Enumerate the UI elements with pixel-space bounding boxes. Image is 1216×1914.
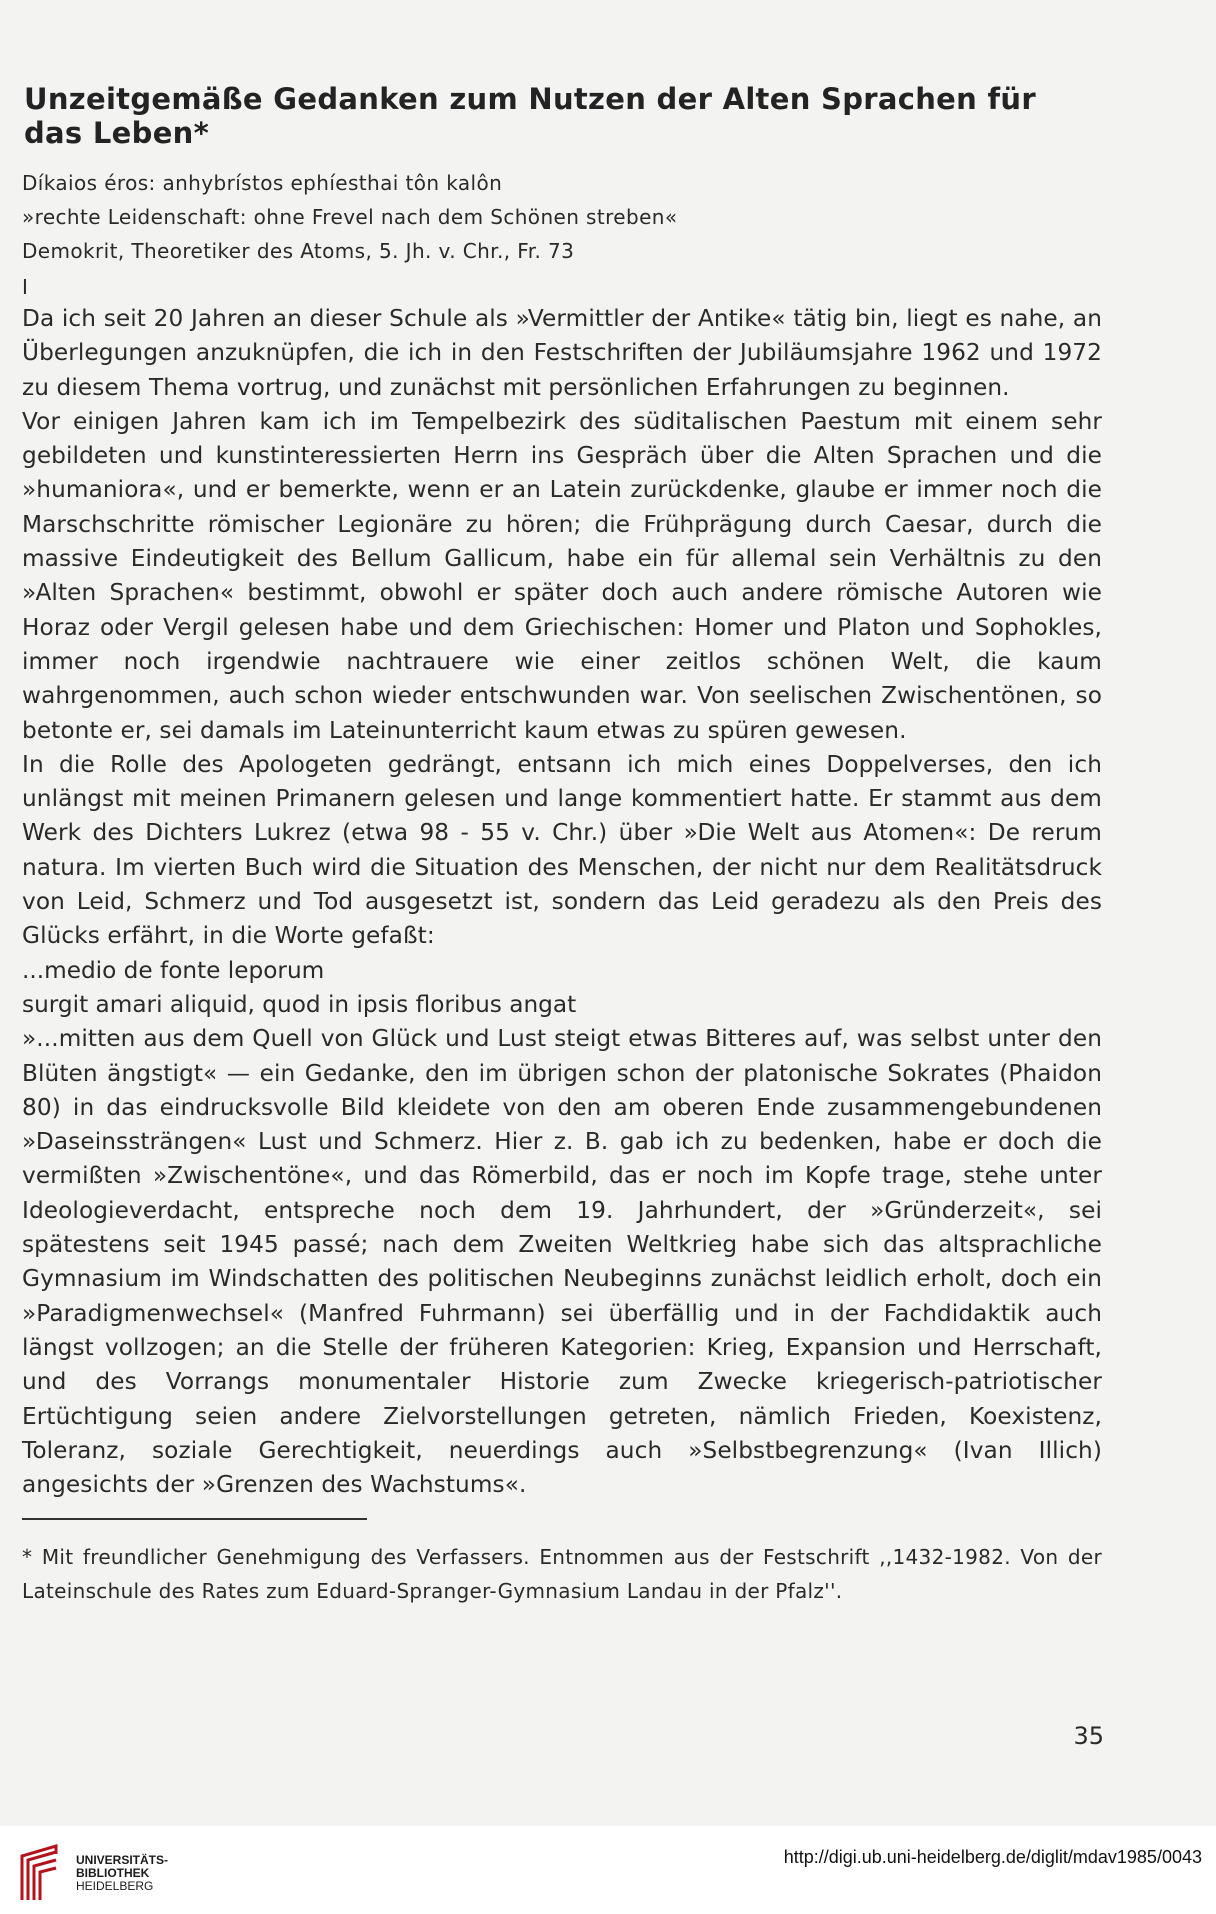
epigraph-line-attribution: Demokrit, Theoretiker des Atoms, 5. Jh. v. Chr., Fr. 73 [22, 239, 575, 263]
paragraph: Vor einigen Jahren kam ich im Tempelbezirk des süditalischen Paestum mit einem sehr gebildeten und kunstinteressierten Herrn ins Gespräch über die Alten Sprachen und die »humaniora«, und er bemerkte, wenn er an Latein zurückdenke, glaube er immer noch die Marschschritte römischer Legionäre zu hören; die Frühprägung durch Caesar, durch die massive Eindeutigkeit des Bellum Gallicum, habe ein für allemal sein Verhältnis zu den »Alten Sprachen« bestimmt, obwohl er später doch auch andere römische Autoren wie Horaz oder Vergil gelesen habe und dem Griechischen: Homer und Platon und Sophokles, immer noch irgendwie nachtrauere wie einer zeitlos schönen Welt, die kaum wahrgenommen, auch schon wieder entschwunden war. Von seelischen Zwischentönen, so betonte er, sei damals im Lateinunterricht kaum etwas zu spüren gewesen. [22, 407, 1102, 744]
library-name-line: HEIDELBERG [76, 1878, 154, 1893]
page-number: 35 [1073, 1722, 1104, 1750]
source-url-link[interactable]: http://digi.ub.uni-heidelberg.de/diglit/mdav1985/0043 [783, 1847, 1202, 1867]
article-title: Unzeitgemäße Gedanken zum Nutzen der Alten Sprachen für das Leben* [24, 82, 1036, 150]
quote-line: ...medio de fonte leporum [22, 956, 325, 984]
footnote [22, 1540, 1102, 1608]
library-name [76, 1854, 168, 1893]
epigraph-line-translation: »rechte Leidenschaft: ohne Frevel nach dem Schönen streben« [22, 205, 678, 229]
epigraph-line-greek: Díkaios éros: anhybrístos ephíesthai tôn kalôn [22, 171, 503, 195]
paragraph: »...mitten aus dem Quell von Glück und Lust steigt etwas Bitteres auf, was selbst unter den Blüten ängstigt« — ein Gedanke, den im übrigen schon der platonische Sokrates (Phaidon 80) in das eindrucksvolle Bild kleidete von den am oberen Ende zusammengebundenen »Daseinssträngen« Lust und Schmerz. Hier z. B. gab ich zu bedenken, habe er doch die vermißten »Zwischentöne«, und das Römerbild, das er noch im Kopfe trage, stehe unter Ideologieverdacht, entspreche noch dem 19. Jahrhundert, der »Gründerzeit«, sei spätestens seit 1945 passé; nach dem Zweiten Weltkrieg habe sich das altsprachliche Gymnasium im Windschatten des politischen Neubeginns zunächst leidlich erholt, doch ein »Paradigmenwechsel« (Manfred Fuhrmann) sei überfällig und in der Fachdidaktik auch längst vollzogen; an die Stelle der früheren Kategorien: Krieg, Expansion und Herrschaft, und des Vorrangs monumentaler Historie zum Zwecke kriegerisch-patriotischer Ertüchtigung seien andere Zielvorstellungen getreten, nämlich Frieden, Koexistenz, Toleranz, soziale Gerechtigkeit, neuerdings auch »Selbstbegrenzung« (Ivan Illich) angesichts der »Grenzen des Wachstums«. [22, 1025, 1102, 1499]
quote-line: surgit amari aliquid, quod in ipsis floribus angat [22, 990, 577, 1018]
epigraph [22, 166, 1102, 268]
paragraph: In die Rolle des Apologeten gedrängt, entsann ich mich eines Doppelverses, den ich unlängst mit meinen Primanern gelesen und lange kommentiert hatte. Er stammt aus dem Werk des Dichters Lukrez (etwa 98 - 55 v. Chr.) über »Die Welt aus Atomen«: De rerum natura. Im vierten Buch wird die Situation des Menschen, der nicht nur dem Realitätsdruck von Leid, Schmerz und Tod ausgesetzt ist, sondern das Leid geradezu als den Preis des Glücks erfährt, in die Worte gefaßt: [22, 750, 1102, 950]
paragraph: Da ich seit 20 Jahren an dieser Schule als »Vermittler der Antike« tätig bin, liegt es nahe, an Überlegungen anzuknüpfen, die ich in den Festschriften der Jubiläumsjahre 1962 und 1972 zu diesem Thema vortrug, und zunächst mit persönlichen Erfahrungen zu beginnen. [22, 305, 1102, 401]
library-name-line: BIBLIOTHEK [76, 1865, 150, 1880]
body-text [22, 302, 1102, 954]
page-content [22, 82, 1102, 1608]
latin-quote [22, 954, 1102, 1023]
footnote-divider [22, 1518, 367, 1520]
library-name-line: UNIVERSITÄTS- [76, 1852, 169, 1867]
library-logo[interactable] [16, 1840, 246, 1906]
body-text-continued [22, 1022, 1102, 1502]
library-footer [0, 1826, 1216, 1914]
section-number: I [22, 275, 28, 299]
library-emblem-icon [16, 1842, 64, 1904]
footnote-text: * Mit freundlicher Genehmigung des Verfassers. Entnommen aus der Festschrift ,,1432-1982. Von der Lateinschule des Rates zum Eduard-Spranger-Gymnasium Landau in der Pfalz''. [22, 1545, 1102, 1604]
